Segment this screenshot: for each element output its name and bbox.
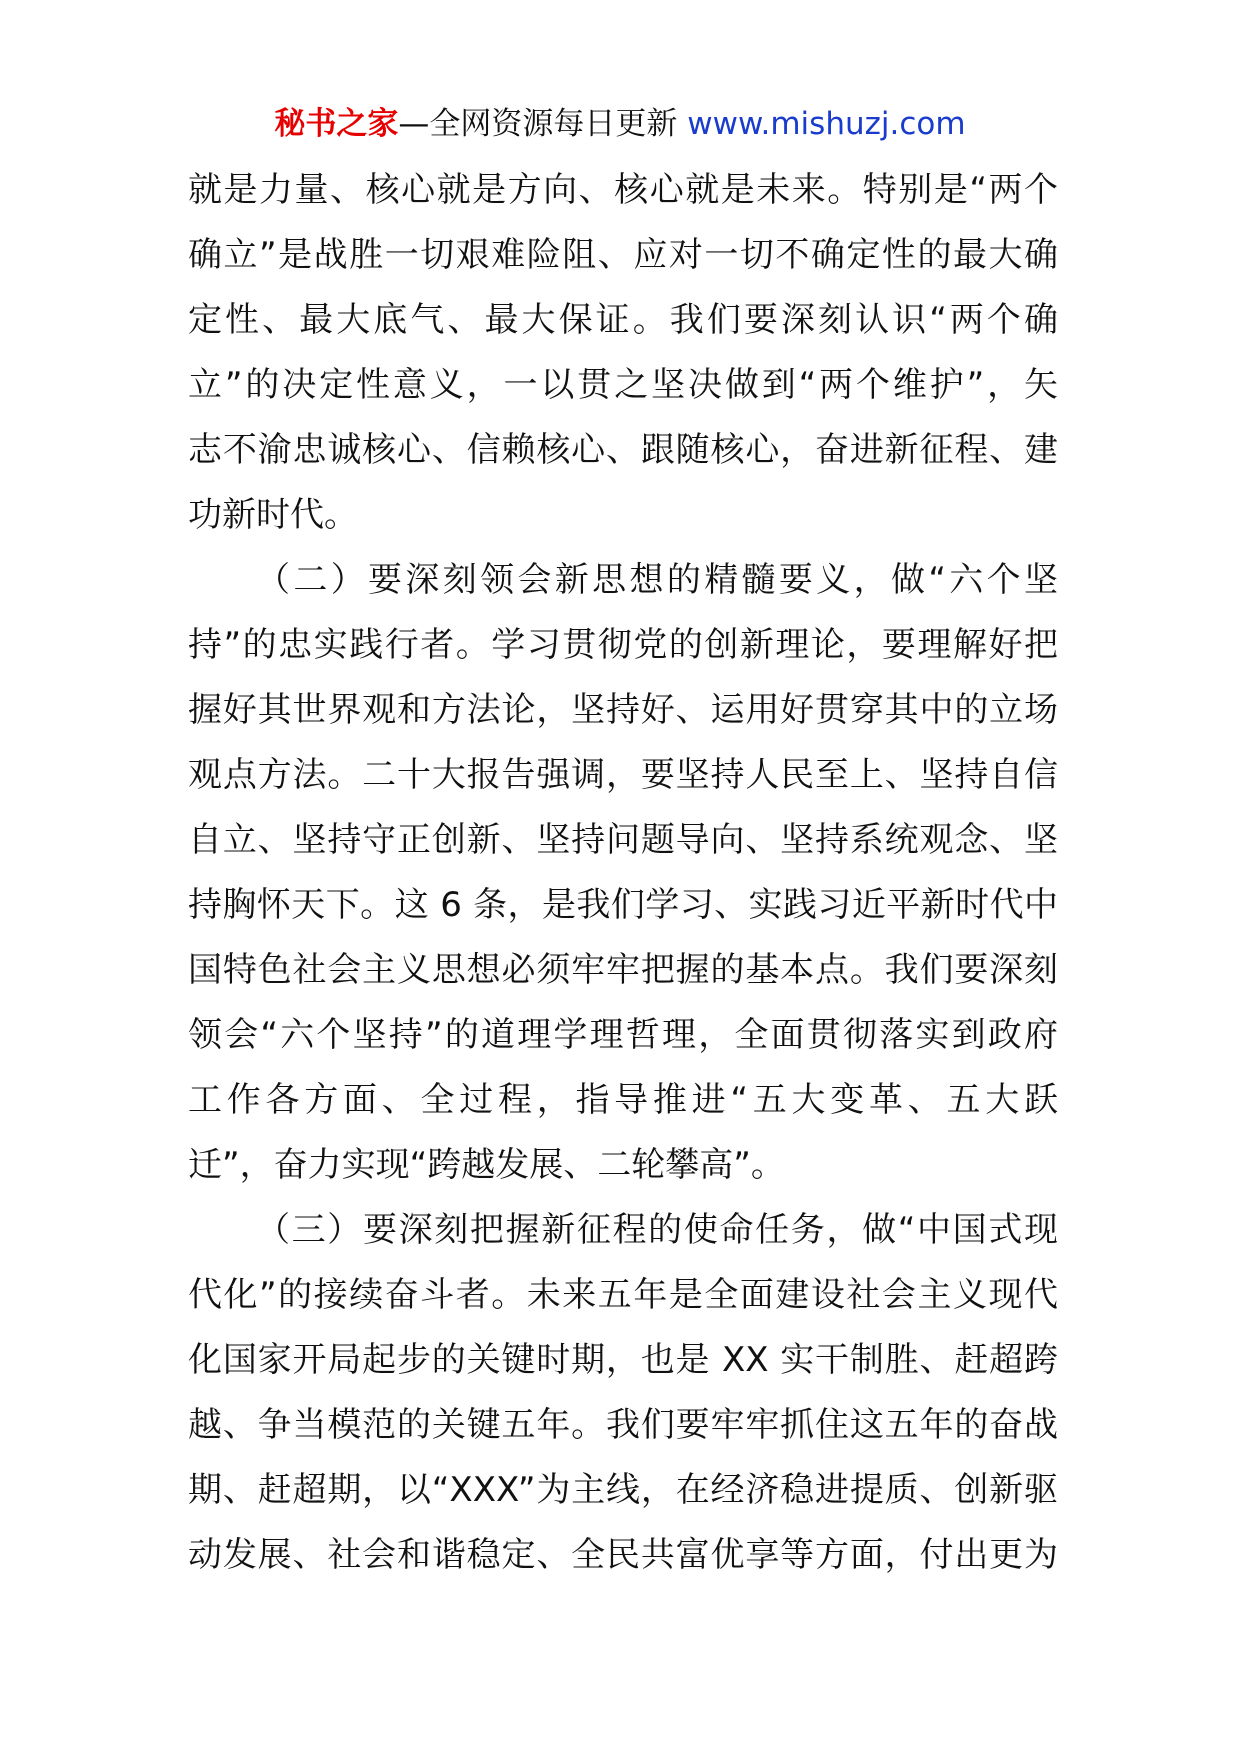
text-line: 期、赶超期，以“XXX”为主线，在经济稳进提质、创新驱 bbox=[188, 1470, 1058, 1510]
text-line: 就是力量、核心就是方向、核心就是未来。特别是“两个 bbox=[188, 170, 1058, 210]
text-line: 国特色社会主义思想必须牢牢把握的基本点。我们要深刻 bbox=[188, 950, 1058, 990]
page-header bbox=[0, 102, 1240, 146]
text-line: 功新时代。 bbox=[188, 495, 358, 535]
text-line: 定性、最大底气、最大保证。我们要深刻认识“两个确 bbox=[188, 300, 1058, 340]
brand-name: 秘书之家 bbox=[274, 106, 399, 142]
text-line: 观点方法。二十大报告强调，要坚持人民至上、坚持自信 bbox=[188, 755, 1058, 795]
text-line: 领会“六个坚持”的道理学理哲理，全面贯彻落实到政府 bbox=[188, 1015, 1058, 1055]
text-line: 握好其世界观和方法论，坚持好、运用好贯穿其中的立场 bbox=[188, 690, 1058, 730]
text-line: 自立、坚持守正创新、坚持问题导向、坚持系统观念、坚 bbox=[188, 820, 1058, 860]
text-line: 立”的决定性意义，一以贯之坚决做到“两个维护”，矢 bbox=[188, 365, 1058, 405]
header-slogan: —全网资源每日更新 bbox=[398, 106, 678, 142]
site-url[interactable]: www.mishuzj.com bbox=[687, 106, 966, 142]
document-body bbox=[188, 158, 1058, 1588]
text-line: 志不渝忠诚核心、信赖核心、跟随核心，奋进新征程、建 bbox=[188, 430, 1058, 470]
text-line: 越、争当模范的关键五年。我们要牢牢抓住这五年的奋战 bbox=[188, 1405, 1058, 1445]
paragraph-start-line: （三）要深刻把握新征程的使命任务，做“中国式现 bbox=[256, 1210, 1058, 1250]
text-line: 确立”是战胜一切艰难险阻、应对一切不确定性的最大确 bbox=[188, 235, 1058, 275]
text-line: 动发展、社会和谐稳定、全民共富优享等方面，付出更为 bbox=[188, 1535, 1058, 1575]
text-line: 持”的忠实践行者。学习贯彻党的创新理论，要理解好把 bbox=[188, 625, 1058, 665]
text-line: 迁”，奋力实现“跨越发展、二轮攀高”。 bbox=[188, 1145, 785, 1185]
text-line: 代化”的接续奋斗者。未来五年是全面建设社会主义现代 bbox=[188, 1275, 1058, 1315]
paragraph-start-line: （二）要深刻领会新思想的精髓要义，做“六个坚 bbox=[256, 560, 1058, 600]
text-line: 工作各方面、全过程，指导推进“五大变革、五大跃 bbox=[188, 1080, 1058, 1120]
text-line: 持胸怀天下。这 6 条，是我们学习、实践习近平新时代中 bbox=[188, 885, 1058, 925]
text-line: 化国家开局起步的关键时期，也是 XX 实干制胜、赶超跨 bbox=[188, 1340, 1058, 1380]
